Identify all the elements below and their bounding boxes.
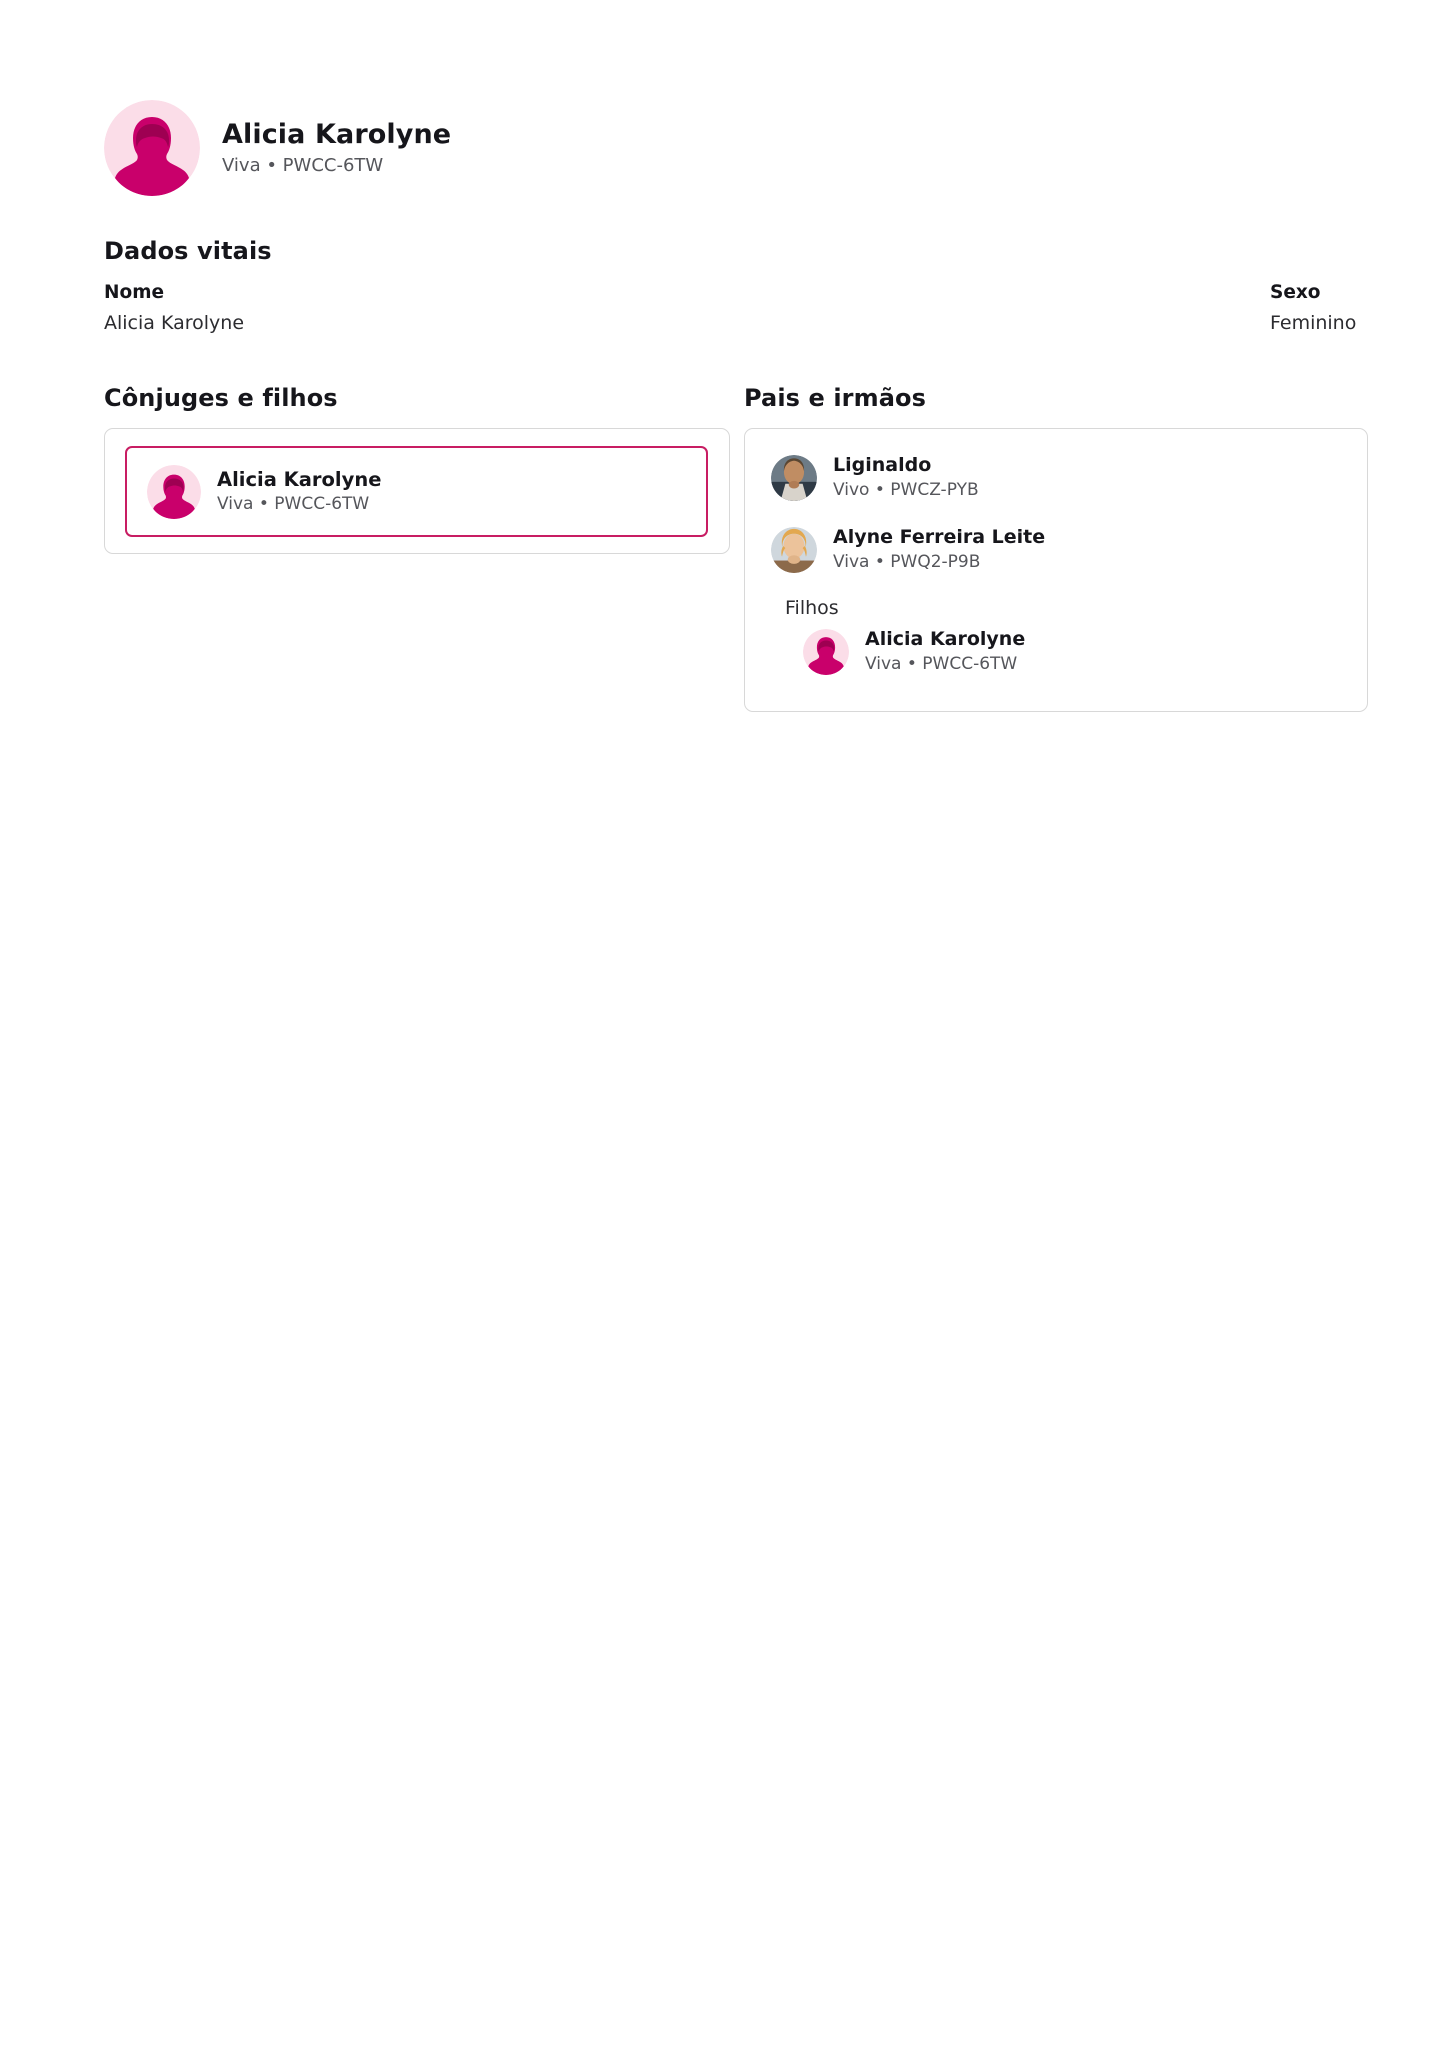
parents-card — [744, 428, 1368, 712]
list-item-text — [865, 629, 1025, 674]
parents-section-title: Pais e irmãos — [744, 384, 926, 412]
vital-value-sexo: Feminino — [1270, 312, 1357, 334]
vitals-grid — [104, 282, 1356, 334]
person-status-id: Viva • PWQ2-P9B — [833, 552, 981, 573]
person-name: Alicia Karolyne — [865, 628, 1026, 651]
list-item-text — [833, 455, 979, 500]
spouses-card — [104, 428, 730, 554]
female-photo-avatar — [771, 527, 817, 573]
children-group-label: Filhos — [785, 597, 839, 619]
vital-label-nome: Nome — [104, 282, 165, 303]
person-header-text — [222, 120, 451, 175]
female-avatar-icon — [104, 100, 200, 196]
female-avatar-icon — [147, 465, 201, 519]
list-item-text — [833, 527, 1045, 572]
female-avatar-icon — [803, 629, 849, 675]
male-photo-avatar — [771, 455, 817, 501]
list-item-text — [217, 469, 381, 515]
person-header — [104, 100, 451, 196]
list-item[interactable] — [803, 629, 1025, 675]
person-name: Liginaldo — [833, 454, 932, 477]
person-name: Alicia Karolyne — [217, 467, 382, 491]
spouses-section-title: Cônjuges e filhos — [104, 384, 338, 412]
vital-label-sexo: Sexo — [1270, 282, 1321, 303]
vital-value-nome: Alicia Karolyne — [104, 312, 245, 334]
person-status-id: Viva • PWCC-6TW — [865, 654, 1018, 675]
person-status-id: Viva • PWCC-6TW — [222, 154, 384, 176]
vital-field-nome — [104, 282, 730, 334]
list-item[interactable] — [125, 446, 708, 537]
person-status-id: Vivo • PWCZ-PYB — [833, 480, 979, 501]
person-status-id: Viva • PWCC-6TW — [217, 493, 370, 514]
list-item[interactable] — [771, 455, 979, 501]
vitals-section-title: Dados vitais — [104, 237, 272, 265]
page-title: Alicia Karolyne — [222, 119, 452, 151]
person-name: Alyne Ferreira Leite — [833, 526, 1046, 549]
vital-field-sexo — [730, 282, 1356, 334]
list-item[interactable] — [771, 527, 1045, 573]
